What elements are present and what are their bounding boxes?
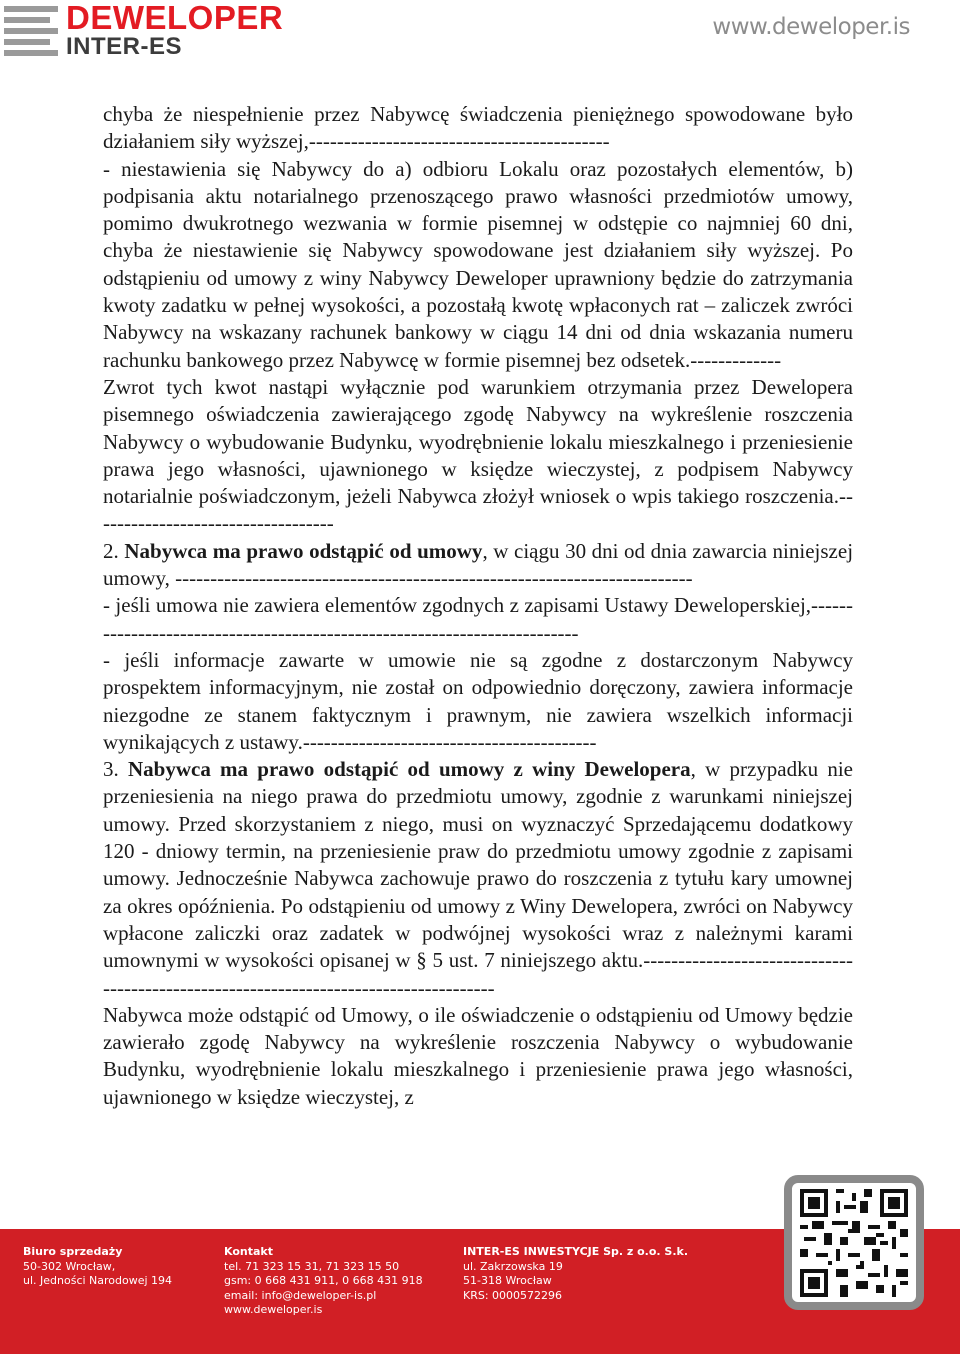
dash-filler: --------------------------------------------------------------------------	[175, 566, 693, 591]
footer-contact	[224, 1245, 423, 1318]
dash-filler: -------------------------------------------	[308, 129, 610, 154]
footer-sales-office	[23, 1245, 172, 1289]
section-2-item-a-text: - jeśli umowa nie zawiera elementów zgodnych z zapisami Ustawy Deweloperskiej,	[103, 593, 812, 618]
footer-company-title: INTER-ES INWESTYCJE Sp. z o.o. S.k.	[463, 1245, 689, 1258]
section-3-text: , w przypadku nie przeniesienia na niego prawa do przedmiotu umowy, zgodnie z warunkami niniejszej umowy. Przed skorzystaniem z niego, musi on wyznaczyć Sprzedającemu dodatkowy 120 - dniowy termin, na przeniesienie praw do przedmiotu umowy zgodnie z zapisami umowy. Jednocześnie Nabywca zachowuje prawo do roszczenia z tytułu kary umownej za okres opóźnienia. Po odstąpieniu od umowy z Winy Dewelopera, zwróci on Nabywcy wpłacone zaliczki oraz zadatek w podwójnej wysokości wraz z należnymi karami umownymi w wysokości opisanej w § 5 ust. 7 niniejszego aktu.	[103, 757, 853, 973]
qr-code-icon	[784, 1175, 924, 1310]
footer-contact-title: Kontakt	[224, 1245, 273, 1258]
paragraph-2-text: - niestawienia się Nabywcy do a) odbioru Lokalu oraz pozostałych elementów, b) podpisania aktu notarialnego przenoszącego prawo własności przedmiotów umowy, pomimo dwukrotnego wezwania w formie pisemnej w odstępie co najmniej 60 dni, chyba że niestawienie się Nabywcy spowodowane jest działaniem siły wyższej. Po odstąpieniu od umowy z winy Nabywcy Deweloper uprawniony będzie do zatrzymania kwoty zadatku w pełnej wysokości, a pozostałą kwotę wpłaconych rat – zaliczek zwróci Nabywcy na wskazany rachunek bankowy w ciągu 14 dni od dnia wskazania numeru rachunku bankowego przez Nabywcę w formie pisemnej bez odsetek.	[103, 156, 853, 372]
footer-phone: tel. 71 323 15 31, 71 323 15 50	[224, 1259, 400, 1273]
section-2	[103, 538, 853, 593]
section-3-heading: Nabywca ma prawo odstąpić od umowy z winy Dewelopera	[127, 757, 691, 782]
section-2-text: , w ciągu 30 dni od dnia zawarcia niniejszej umowy,	[103, 538, 854, 591]
footer-line: ul. Zakrzowska 19	[463, 1259, 563, 1273]
section-2-item-a	[103, 592, 853, 647]
document-body	[103, 101, 853, 1111]
dash-filler: --------------------------------------------------------------------------	[103, 593, 853, 645]
footer-sales-title: Biuro sprzedaży	[23, 1245, 123, 1258]
paragraph-2	[103, 156, 853, 374]
footer-line: ul. Jedności Narodowej 194	[23, 1274, 173, 1287]
section-2-number: 2.	[103, 538, 119, 563]
dash-filler: -------------	[690, 347, 782, 372]
footer-line: 51-318 Wrocław	[463, 1274, 552, 1287]
site-url: www.deweloper.is	[712, 14, 910, 40]
logo-name: DEWELOPER	[66, 0, 284, 36]
footer-website-link[interactable]: www.deweloper.is	[224, 1303, 323, 1316]
dash-filler: -----------------------------------	[103, 484, 853, 536]
paragraph-4-text: Nabywca może odstąpić od Umowy, o ile oświadczenie o odstąpieniu od Umowy będzie zawierało zgodę Nabywcy na wykreślenie roszczenia Nabywcy o wybudowanie Budynku, wyodrębnienie lokalu mieszkalnego i przeniesienie prawa jego własności, ujawnionego w księdze wieczystej, z	[103, 1002, 853, 1109]
footer-email-link[interactable]: email: info@deweloper-is.pl	[224, 1288, 377, 1302]
dash-filler: --------------------------------------------------------------------------------------	[103, 948, 853, 1000]
dash-filler: ------------------------------------------	[302, 729, 597, 754]
footer-line: KRS: 0000572296	[463, 1288, 563, 1302]
logo-stripes-icon	[4, 6, 58, 56]
paragraph-1	[103, 101, 853, 156]
section-2-heading: Nabywca ma prawo odstąpić od umowy	[124, 538, 483, 563]
footer-line: 50-302 Wrocław,	[23, 1259, 116, 1273]
paragraph-3-text: Zwrot tych kwot nastąpi wyłącznie pod warunkiem otrzymania przez Dewelopera pisemnego oświadczenia zawierającego zgodę Nabywcy na wykreślenie roszczenia Nabywcy o wybudowanie Budynku, wyodrębnienie lokalu mieszkalnego i przeniesienie prawa jego własności, ujawnionego w księdze wieczystej, z podpisem Nabywcy notarialnie poświadczonym, jeżeli Nabywca złożył wniosek o wpis takiego roszczenia.	[103, 374, 853, 509]
section-2-item-b-text: - jeśli informacje zawarte w umowie nie są zgodne z dostarczonym Nabywcy prospektem informacyjnym, nie został on odpowiednio doręczony, zawiera informacje niezgodne ze stanem faktycznym i prawnym, nie zawiera wszelkich informacji wynikających z ustawy.	[103, 647, 853, 754]
footer-company	[463, 1245, 688, 1303]
qr-code-graphic	[800, 1189, 908, 1297]
section-2-item-b	[103, 647, 853, 756]
section-3-number: 3.	[103, 757, 119, 782]
page-header	[0, 0, 960, 70]
paragraph-4	[103, 1002, 853, 1111]
paragraph-3	[103, 374, 853, 538]
section-3	[103, 756, 853, 1002]
paragraph-1-text: chyba że niespełnienie przez Nabywcę świadczenia pieniężnego spowodowane było działaniem siły wyższej,	[103, 102, 853, 154]
footer-gsm: gsm: 0 668 431 911, 0 668 431 918	[224, 1274, 423, 1287]
logo-subname: INTER-ES	[66, 33, 183, 60]
